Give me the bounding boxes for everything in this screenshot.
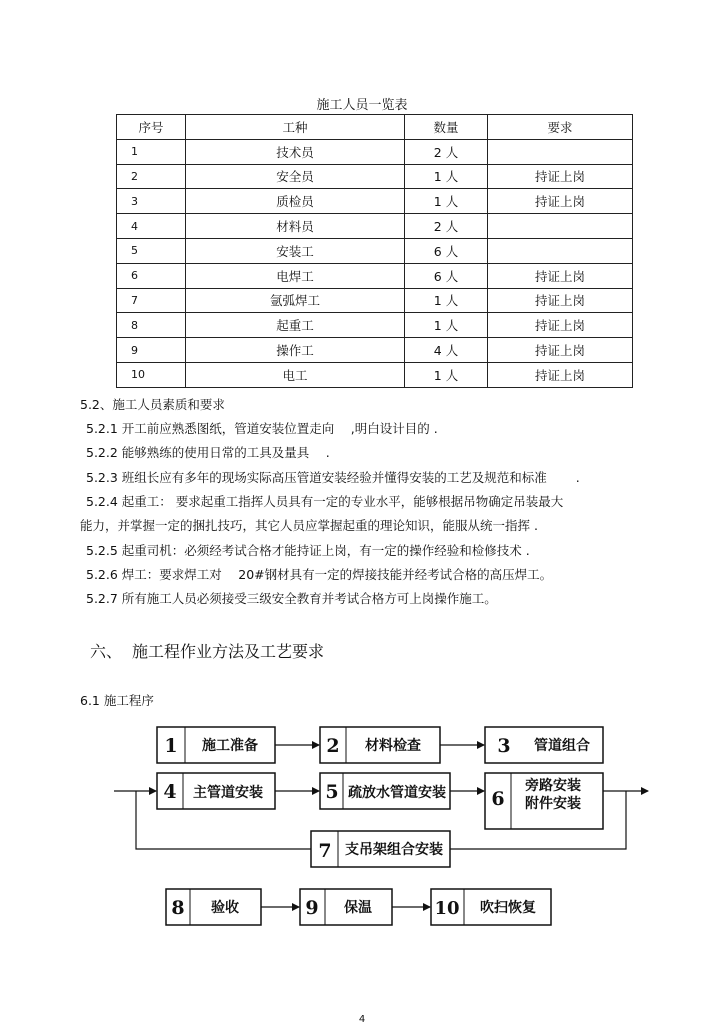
row-trade: 起重工	[186, 313, 405, 338]
row-trade: 质检员	[186, 189, 405, 214]
flow-step-9	[300, 889, 392, 925]
page-number: 4	[358, 1014, 366, 1025]
row-trade: 安全员	[186, 164, 405, 189]
flow-step-2	[320, 727, 440, 763]
section-6-1-heading: 6.1 施工程序	[80, 693, 154, 708]
row-trade: 电工	[186, 362, 405, 387]
flow-step-7-number: 7	[318, 840, 332, 862]
row-trade: 操作工	[186, 338, 405, 363]
flow-step-7-label: 支吊架组合安装	[345, 842, 443, 858]
row-requirement: 持证上岗	[488, 362, 633, 387]
flow-step-4-number: 4	[163, 781, 177, 803]
row-index: 9	[117, 338, 186, 363]
row-index: 10	[117, 362, 186, 387]
flow-step-9-number: 9	[305, 897, 319, 919]
flow-step-6-label-line1: 旁路安装	[525, 778, 581, 794]
header-trade: 工种	[186, 115, 405, 140]
paragraph-5-2-6: 5.2.6 焊工：要求焊工对 20#钢材具有一定的焊接技能并经考试合格的高压焊工。	[86, 567, 553, 582]
flow-step-9-label: 保温	[344, 900, 372, 916]
row-index: 1	[117, 139, 186, 164]
row-trade: 电焊工	[186, 263, 405, 288]
flow-step-3-number: 3	[497, 735, 511, 757]
row-quantity: 2 人	[405, 139, 488, 164]
row-quantity: 1 人	[405, 164, 488, 189]
row-trade: 氩弧焊工	[186, 288, 405, 313]
header-quantity: 数量	[405, 115, 488, 140]
row-requirement: 持证上岗	[488, 164, 633, 189]
paragraph-5-2-7: 5.2.7 所有施工人员必须接受三级安全教育并考试合格方可上岗操作施工。	[86, 591, 497, 606]
paragraph-5-2-4-continued: 能力，并掌握一定的捆扎技巧，其它人员应掌握起重的理论知识，能服从统一指挥 .	[80, 518, 538, 533]
flow-step-2-number: 2	[326, 735, 340, 757]
row-requirement: 持证上岗	[488, 288, 633, 313]
header-index: 序号	[117, 115, 186, 140]
flow-step-2-label: 材料检查	[365, 738, 421, 754]
row-requirement: 持证上岗	[488, 313, 633, 338]
flow-step-3	[485, 727, 603, 763]
row-index: 4	[117, 214, 186, 239]
section-6-number: 六、	[90, 642, 123, 661]
flow-step-6	[485, 773, 603, 829]
row-trade: 材料员	[186, 214, 405, 239]
flow-step-10	[431, 889, 551, 925]
row-trade: 技术员	[186, 139, 405, 164]
header-requirement: 要求	[488, 115, 633, 140]
row-requirement: 持证上岗	[488, 263, 633, 288]
flow-step-5-label: 疏放水管道安装	[348, 785, 446, 801]
paragraph-5-2-2: 5.2.2 能够熟练的使用日常的工具及量具 .	[86, 445, 330, 460]
row-index: 5	[117, 238, 186, 263]
row-quantity: 1 人	[405, 189, 488, 214]
flow-step-6-number: 6	[491, 788, 505, 810]
row-quantity: 6 人	[405, 263, 488, 288]
paragraph-5-2-3: 5.2.3 班组长应有多年的现场实际高压管道安装经验并懂得安装的工艺及规范和标准 .	[86, 470, 580, 485]
flow-step-7	[311, 831, 450, 867]
paragraph-5-2-1: 5.2.1 开工前应熟悉图纸，管道安装位置走向 ,明白设计目的 .	[86, 421, 438, 436]
flow-step-8-number: 8	[171, 897, 185, 919]
paragraph-5-2-5: 5.2.5 起重司机：必须经考试合格才能持证上岗，有一定的操作经验和检修技术 .	[86, 543, 530, 558]
row-quantity: 1 人	[405, 288, 488, 313]
row-trade: 安装工	[186, 238, 405, 263]
row-quantity: 1 人	[405, 313, 488, 338]
flow-step-4-label: 主管道安装	[193, 785, 263, 801]
flow-step-5-number: 5	[325, 781, 339, 803]
row-index: 2	[117, 164, 186, 189]
flow-step-10-label: 吹扫恢复	[480, 900, 536, 916]
flow-step-10-number: 10	[434, 898, 460, 919]
row-quantity: 1 人	[405, 362, 488, 387]
section-6-title: 施工程作业方法及工艺要求	[132, 642, 325, 661]
flow-step-4	[157, 773, 275, 809]
row-requirement: 持证上岗	[488, 189, 633, 214]
flow-step-8-label: 验收	[211, 900, 239, 916]
row-index: 3	[117, 189, 186, 214]
row-index: 6	[117, 263, 186, 288]
flow-step-8	[166, 889, 261, 925]
flow-step-5	[320, 773, 450, 809]
row-quantity: 6 人	[405, 238, 488, 263]
flow-step-1-label: 施工准备	[202, 738, 258, 754]
section-5-2-heading: 5.2、施工人员素质和要求	[80, 397, 225, 412]
row-index: 7	[117, 288, 186, 313]
paragraph-5-2-4: 5.2.4 起重工： 要求起重工指挥人员具有一定的专业水平，能够根据吊物确定吊装最大	[86, 494, 564, 509]
table-title: 施工人员一览表	[316, 98, 408, 113]
row-quantity: 4 人	[405, 338, 488, 363]
row-quantity: 2 人	[405, 214, 488, 239]
flow-step-1-number: 1	[164, 735, 178, 757]
flow-step-1	[157, 727, 275, 763]
row-index: 8	[117, 313, 186, 338]
flow-step-6-label-line2: 附件安装	[525, 796, 581, 812]
row-requirement: 持证上岗	[488, 338, 633, 363]
flow-step-3-label: 管道组合	[534, 738, 590, 754]
